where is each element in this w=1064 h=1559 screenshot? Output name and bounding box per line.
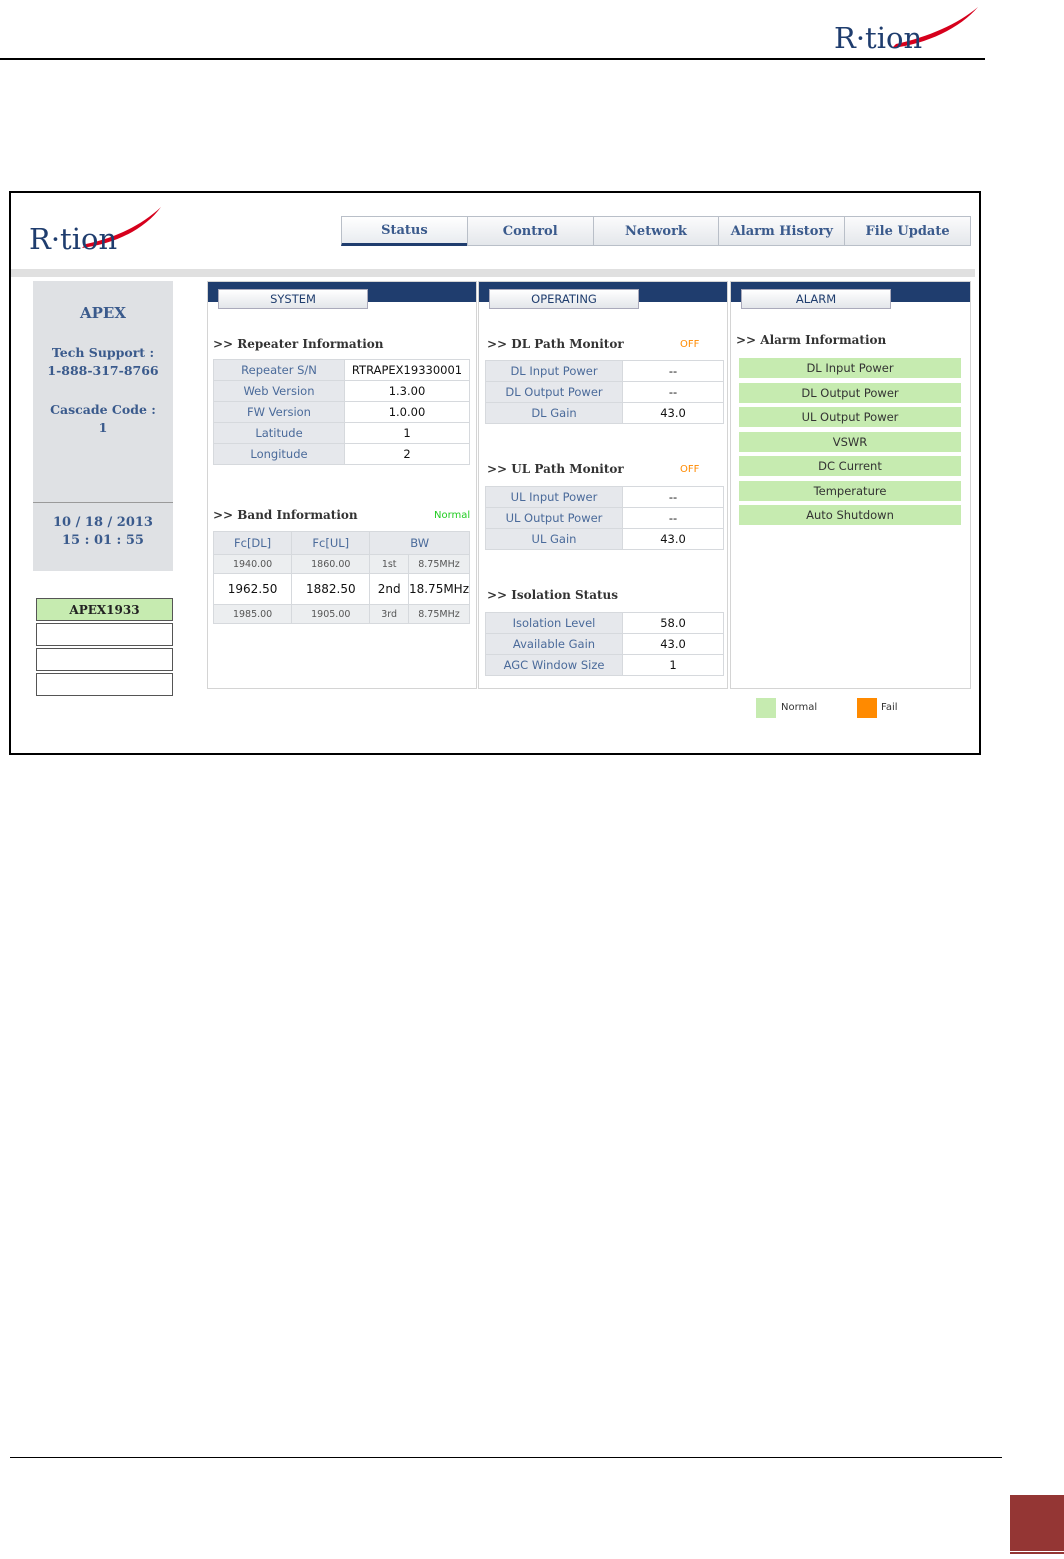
alarm-ul-output-power: UL Output Power	[739, 407, 961, 427]
repeater-info-table	[213, 359, 470, 465]
repeater-sn-value: RTRAPEX19330001	[345, 360, 470, 381]
band-ul-cell: 1882.50	[292, 574, 370, 605]
agc-window-label: AGC Window Size	[486, 655, 623, 676]
tab-status[interactable]: Status	[341, 216, 468, 246]
band-bw-cell: 8.75MHz	[408, 555, 469, 574]
dl-gain-value: 43.0	[623, 403, 724, 424]
band-dl-cell: 1940.00	[214, 555, 292, 574]
band-bw-cell: 8.75MHz	[408, 605, 469, 624]
ul-output-power-value: --	[623, 508, 724, 529]
agc-window-value: 1	[623, 655, 724, 676]
table-row	[214, 360, 470, 381]
system-panel	[207, 281, 477, 689]
table-row	[214, 381, 470, 402]
isolation-level-label: Isolation Level	[486, 613, 623, 634]
app-logo	[27, 201, 167, 257]
band-index-cell: 1st	[370, 555, 409, 574]
table-row	[214, 444, 470, 465]
ul-input-power-value: --	[623, 487, 724, 508]
footer-rule	[10, 1457, 1002, 1458]
table-row	[214, 423, 470, 444]
dl-input-power-label: DL Input Power	[486, 361, 623, 382]
main-tabs	[341, 216, 970, 249]
longitude-value: 2	[345, 444, 470, 465]
longitude-label: Longitude	[214, 444, 345, 465]
ul-path-heading: >> UL Path Monitor	[487, 462, 624, 476]
band-info-table	[213, 531, 470, 624]
band-info-heading: >> Band Information	[213, 508, 358, 522]
cascade-code-label: Cascade Code :	[50, 402, 156, 417]
band-header-dl: Fc[DL]	[214, 532, 292, 555]
repeater-info-heading: >> Repeater Information	[213, 337, 384, 351]
page-number-underline	[1010, 1552, 1064, 1554]
available-gain-label: Available Gain	[486, 634, 623, 655]
dl-output-power-label: DL Output Power	[486, 382, 623, 403]
tab-alarm-history[interactable]: Alarm History	[718, 216, 845, 246]
app-window	[9, 191, 981, 755]
dl-path-table	[485, 360, 724, 424]
tech-support-phone: 1-888-317-8766	[47, 363, 159, 378]
table-row	[214, 605, 470, 624]
alarm-dc-current: DC Current	[739, 456, 961, 476]
table-row	[486, 613, 724, 634]
operating-panel	[478, 281, 728, 689]
legend-normal-label: Normal	[781, 702, 818, 713]
dl-output-power-value: --	[623, 382, 724, 403]
sidebar-divider	[33, 502, 173, 503]
operating-panel-title: OPERATING	[489, 289, 639, 309]
isolation-level-value: 58.0	[623, 613, 724, 634]
tab-file-update[interactable]: File Update	[844, 216, 971, 246]
table-row	[486, 634, 724, 655]
latitude-label: Latitude	[214, 423, 345, 444]
current-time: 15 : 01 : 55	[62, 533, 144, 548]
ul-path-status: OFF	[680, 464, 700, 475]
web-version-value: 1.3.00	[345, 381, 470, 402]
band-dl-cell: 1985.00	[214, 605, 292, 624]
system-panel-title: SYSTEM	[218, 289, 368, 309]
table-row	[486, 529, 724, 550]
ul-gain-label: UL Gain	[486, 529, 623, 550]
band-header-bw: BW	[370, 532, 470, 555]
available-gain-value: 43.0	[623, 634, 724, 655]
alarm-panel-title: ALARM	[741, 289, 891, 309]
unit-item-empty-2[interactable]	[36, 648, 173, 671]
current-date: 10 / 18 / 2013	[53, 515, 153, 530]
band-ul-cell: 1905.00	[292, 605, 370, 624]
ul-path-table	[485, 486, 724, 550]
table-row	[214, 555, 470, 574]
band-index-cell: 3rd	[370, 605, 409, 624]
fw-version-label: FW Version	[214, 402, 345, 423]
band-bw-cell: 18.75MHz	[408, 574, 469, 605]
alarm-info-heading: >> Alarm Information	[736, 333, 887, 347]
ul-input-power-label: UL Input Power	[486, 487, 623, 508]
table-row	[486, 487, 724, 508]
alarm-panel	[730, 281, 971, 689]
tech-support-label: Tech Support :	[51, 345, 155, 360]
band-dl-cell: 1962.50	[214, 574, 292, 605]
alarm-temperature: Temperature	[739, 481, 961, 501]
table-row	[486, 403, 724, 424]
alarm-dl-input-power: DL Input Power	[739, 358, 961, 378]
page-number-box	[1010, 1495, 1064, 1551]
table-row	[214, 402, 470, 423]
dl-path-status: OFF	[680, 339, 700, 350]
svg-text:R·tion: R·tion	[29, 222, 118, 256]
latitude-value: 1	[345, 423, 470, 444]
ul-gain-value: 43.0	[623, 529, 724, 550]
tab-control[interactable]: Control	[467, 216, 594, 246]
unit-item-empty-3[interactable]	[36, 673, 173, 696]
isolation-table	[485, 612, 724, 676]
unit-item-apex1933[interactable]: APEX1933	[36, 598, 173, 621]
legend-fail-label: Fail	[881, 702, 898, 713]
header-bar	[11, 269, 975, 277]
sidebar-info	[33, 281, 173, 571]
isolation-heading: >> Isolation Status	[487, 588, 619, 602]
rtion-logo	[832, 4, 982, 56]
legend-normal-swatch	[756, 698, 776, 718]
web-version-label: Web Version	[214, 381, 345, 402]
table-row	[486, 508, 724, 529]
table-row	[214, 574, 470, 605]
table-row	[486, 382, 724, 403]
ul-output-power-label: UL Output Power	[486, 508, 623, 529]
fw-version-value: 1.0.00	[345, 402, 470, 423]
dl-input-power-value: --	[623, 361, 724, 382]
table-header-row	[214, 532, 470, 555]
table-row	[486, 361, 724, 382]
dl-path-heading: >> DL Path Monitor	[487, 337, 624, 351]
band-status: Normal	[434, 510, 471, 521]
tab-network[interactable]: Network	[593, 216, 720, 246]
alarm-auto-shutdown: Auto Shutdown	[739, 505, 961, 525]
device-name: APEX	[80, 304, 126, 322]
unit-item-empty-1[interactable]	[36, 623, 173, 646]
dl-gain-label: DL Gain	[486, 403, 623, 424]
cascade-code-value: 1	[98, 420, 108, 435]
header-rule	[0, 58, 985, 60]
svg-text:R·tion: R·tion	[834, 21, 923, 55]
legend-fail-swatch	[857, 698, 877, 718]
band-header-ul: Fc[UL]	[292, 532, 370, 555]
table-row	[486, 655, 724, 676]
repeater-sn-label: Repeater S/N	[214, 360, 345, 381]
alarm-vswr: VSWR	[739, 432, 961, 452]
band-index-cell: 2nd	[370, 574, 409, 605]
alarm-dl-output-power: DL Output Power	[739, 383, 961, 403]
band-ul-cell: 1860.00	[292, 555, 370, 574]
